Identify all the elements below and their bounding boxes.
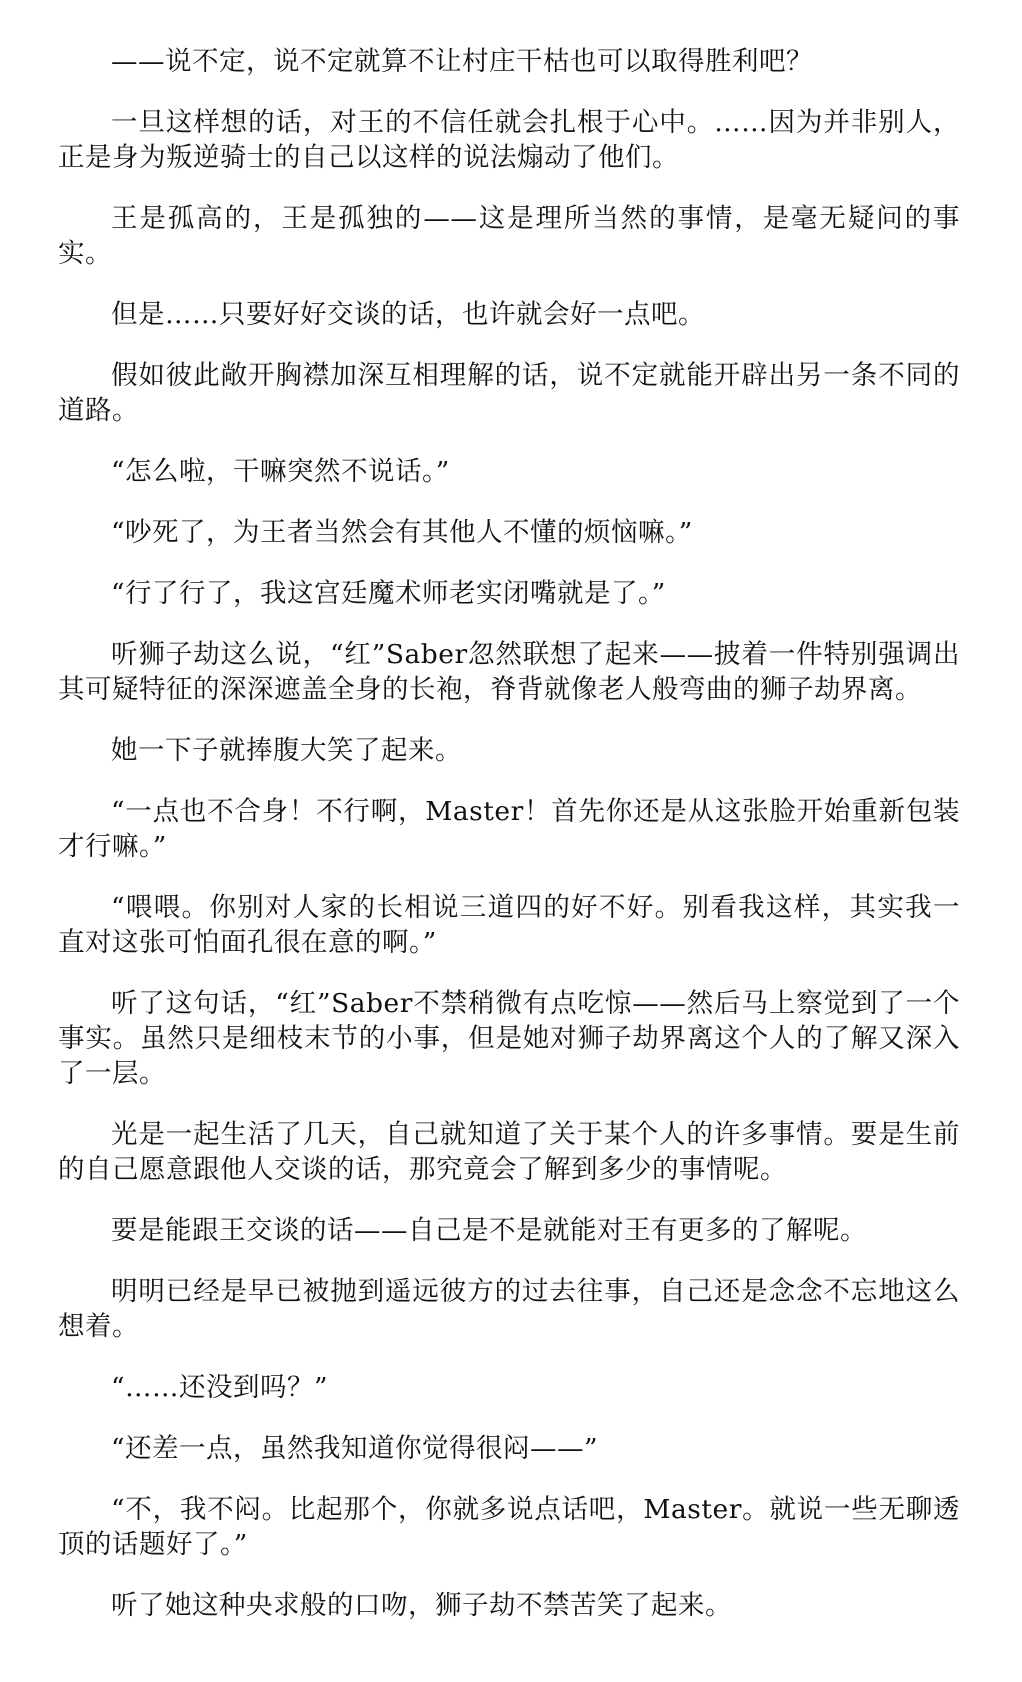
paragraph: “不，我不闷。比起那个，你就多说点话吧，Master。就说一些无聊透顶的话题好了。” xyxy=(58,1494,960,1560)
paragraph: “怎么啦，干嘛突然不说话。” xyxy=(111,456,450,487)
paragraph: “行了行了，我这宫廷魔术师老实闭嘴就是了。” xyxy=(111,578,666,609)
paragraph: 假如彼此敞开胸襟加深互相理解的话，说不定就能开辟出另一条不同的道路。 xyxy=(58,360,960,426)
paragraph: 明明已经是早已被抛到遥远彼方的过去往事，自己还是念念不忘地这么想着。 xyxy=(58,1276,960,1342)
paragraph: 她一下子就捧腹大笑了起来。 xyxy=(111,735,462,766)
paragraph: 听了这句话，“红”Saber不禁稍微有点吃惊——然后马上察觉到了一个事实。虽然只是细枝末节的小事，但是她对狮子劫界离这个人的了解又深入了一层。 xyxy=(58,988,960,1089)
paragraph: 一旦这样想的话，对王的不信任就会扎根于心中。……因为并非别人，正是身为叛逆骑士的自己以这样的说法煽动了他们。 xyxy=(58,107,960,173)
paragraph: “……还没到吗？” xyxy=(111,1372,329,1403)
paragraph: 但是……只要好好交谈的话，也许就会好一点吧。 xyxy=(111,299,705,330)
paragraph: 听狮子劫这么说，“红”Saber忽然联想了起来——披着一件特别强调出其可疑特征的深深遮盖全身的长袍，脊背就像老人般弯曲的狮子劫界离。 xyxy=(58,639,960,705)
paragraph: “喂喂。你别对人家的长相说三道四的好不好。别看我这样，其实我一直对这张可怕面孔很在意的啊。” xyxy=(58,892,960,958)
paragraph: 要是能跟王交谈的话——自己是不是就能对王有更多的了解呢。 xyxy=(111,1215,867,1246)
paragraph: “还差一点，虽然我知道你觉得很闷——” xyxy=(111,1433,599,1464)
paragraph: 光是一起生活了几天，自己就知道了关于某个人的许多事情。要是生前的自己愿意跟他人交谈的话，那究竟会了解到多少的事情呢。 xyxy=(58,1119,960,1185)
paragraph: “一点也不合身！不行啊，Master！首先你还是从这张脸开始重新包装才行嘛。” xyxy=(58,796,960,862)
paragraph: ——说不定，说不定就算不让村庄干枯也可以取得胜利吧？ xyxy=(111,46,813,77)
paragraph: 王是孤高的，王是孤独的——这是理所当然的事情，是毫无疑问的事实。 xyxy=(58,203,960,269)
paragraph: 听了她这种央求般的口吻，狮子劫不禁苦笑了起来。 xyxy=(111,1590,732,1621)
paragraph: “吵死了，为王者当然会有其他人不懂的烦恼嘛。” xyxy=(111,517,693,548)
